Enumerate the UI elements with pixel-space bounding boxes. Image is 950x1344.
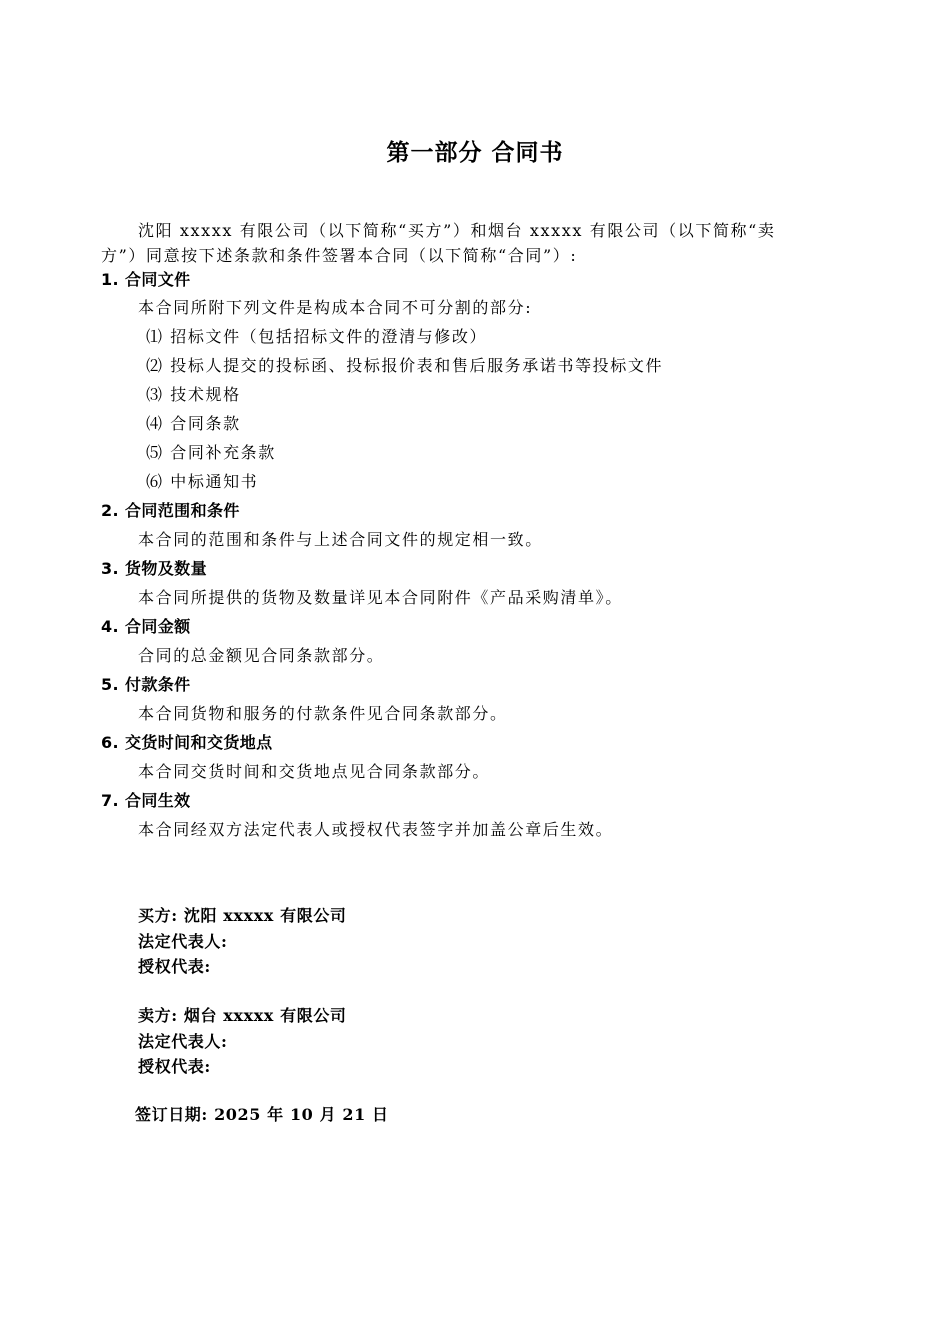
- intro-line-2: 方”）同意按下述条款和条件签署本合同（以下简称“合同”）:: [101, 246, 578, 265]
- seller-authorized-rep: 授权代表:: [138, 1057, 211, 1076]
- document-list-item: ⑴ 招标文件（包括招标文件的澄清与修改）: [146, 327, 488, 346]
- document-list-item: ⑶ 技术规格: [146, 385, 241, 404]
- seller-party: 卖方: 烟台 xxxxx 有限公司: [138, 1006, 347, 1025]
- section-2-heading: 2. 合同范围和条件: [101, 501, 240, 520]
- buyer-party: 买方: 沈阳 xxxxx 有限公司: [138, 906, 347, 925]
- signing-date: 签订日期: 2025 年 10 月 21 日: [135, 1105, 389, 1124]
- section-7-heading: 7. 合同生效: [101, 791, 191, 810]
- intro-line-1: 沈阳 xxxxx 有限公司（以下简称“买方”）和烟台 xxxxx 有限公司（以下简称“卖: [138, 221, 776, 240]
- section-4-paragraph: 合同的总金额见合同条款部分。: [138, 646, 385, 665]
- page-title: 第一部分 合同书: [386, 139, 564, 166]
- section-6-heading: 6. 交货时间和交货地点: [101, 733, 273, 752]
- document-list-item: ⑵ 投标人提交的投标函、投标报价表和售后服务承诺书等投标文件: [146, 356, 664, 375]
- section-3-heading: 3. 货物及数量: [101, 559, 207, 578]
- section-1-paragraph: 本合同所附下列文件是构成本合同不可分割的部分:: [138, 298, 533, 317]
- section-5-heading: 5. 付款条件: [101, 675, 191, 694]
- buyer-authorized-rep: 授权代表:: [138, 957, 211, 976]
- section-1-heading: 1. 合同文件: [101, 270, 191, 289]
- document-list-item: ⑸ 合同补充条款: [146, 443, 276, 462]
- section-2-paragraph: 本合同的范围和条件与上述合同文件的规定相一致。: [138, 530, 543, 549]
- section-6-paragraph: 本合同交货时间和交货地点见合同条款部分。: [138, 762, 491, 781]
- section-7-paragraph: 本合同经双方法定代表人或授权代表签字并加盖公章后生效。: [138, 820, 614, 839]
- section-4-heading: 4. 合同金额: [101, 617, 191, 636]
- document-list-item: ⑷ 合同条款: [146, 414, 241, 433]
- section-3-paragraph: 本合同所提供的货物及数量详见本合同附件《产品采购清单》。: [138, 588, 623, 607]
- seller-legal-rep: 法定代表人:: [138, 1032, 228, 1051]
- buyer-legal-rep: 法定代表人:: [138, 932, 228, 951]
- section-5-paragraph: 本合同货物和服务的付款条件见合同条款部分。: [138, 704, 508, 723]
- document-list-item: ⑹ 中标通知书: [146, 472, 259, 491]
